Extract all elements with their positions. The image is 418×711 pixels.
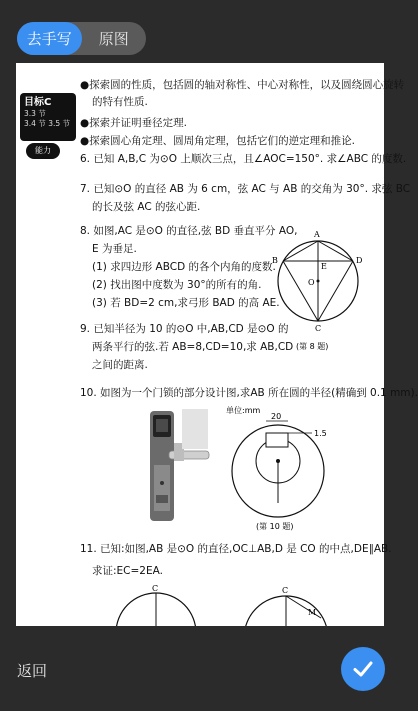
- figure-10-diagram: [226, 403, 336, 533]
- fig8-label-b: B: [272, 256, 278, 265]
- question-7a: 7. 已知⊙O 的直径 AB 为 6 cm，弦 AC 与 AB 的交角为 30°. 求弦 BC: [80, 183, 411, 195]
- question-8a: 8. 如图,AC 是⊙O 的直径,弦 BD 垂直平分 AO,: [80, 225, 298, 237]
- bottom-bar: [0, 626, 400, 711]
- remove-handwriting-tab[interactable]: 去手写: [17, 22, 82, 55]
- fig8-label-a: A: [314, 230, 320, 239]
- objective-line-1: ●探索圆的性质，包括圆的轴对称性、中心对称性，以及圆绕圆心旋转: [80, 79, 405, 91]
- question-9c: 之间的距离.: [92, 359, 148, 371]
- question-10: 10. 如图为一个门锁的部分设计图,求AB 所在圆的半径(精确到 0.1 mm).: [80, 387, 418, 399]
- question-11a: 11. 已知:如图,AB 是⊙O 的直径,OC⊥AB,D 是 CO 的中点,DE∥AB.: [80, 543, 392, 555]
- fig11b-label-c: C: [282, 586, 289, 595]
- figure-8-diagram: [268, 223, 368, 353]
- fig8-label-d: D: [356, 256, 363, 265]
- checkmark-icon: [351, 657, 375, 681]
- fig10-caption: (第 10 题): [256, 522, 294, 531]
- figure-11-diagram: [116, 583, 336, 626]
- fig8-label-o: O: [308, 278, 315, 287]
- fig8-caption: (第 8 题): [296, 342, 329, 351]
- fig10-unit: 单位:mm: [226, 406, 261, 415]
- objective-line-2: ●探索并证明垂径定理.: [80, 117, 187, 129]
- goal-sub1: 3.3 节: [24, 109, 46, 118]
- question-8b: E 为垂足.: [92, 243, 137, 255]
- question-9b: 两条平行的弦.若 AB=8,CD=10,求 AB,CD: [92, 341, 294, 353]
- ability-badge: 能力: [26, 143, 60, 159]
- fig10-width: 20: [271, 412, 282, 421]
- fig8-label-e: E: [321, 262, 327, 271]
- fig11-label-c: C: [152, 584, 159, 593]
- goal-title: 目标C: [24, 97, 52, 108]
- back-button[interactable]: 返回: [17, 662, 48, 680]
- fig11-label-m: M: [308, 608, 317, 617]
- objective-line-1b: 的特有性质.: [92, 96, 148, 108]
- question-7b: 的长及弦 AC 的弦心距.: [92, 201, 201, 213]
- document-preview: [16, 63, 418, 626]
- view-toggle[interactable]: [17, 22, 146, 55]
- objective-line-3: ●探索圆心角定理、圆周角定理，包括它们的逆定理和推论.: [80, 135, 355, 147]
- door-lock-image: [136, 403, 216, 528]
- question-9a: 9. 已知半径为 10 的⊙O 中,AB,CD 是⊙O 的: [80, 323, 289, 335]
- question-11b: 求证:EC=2EA.: [92, 565, 163, 577]
- question-8e: (3) 若 BD=2 cm,求弓形 BAD 的高 AE.: [92, 297, 280, 309]
- question-6: 6. 已知 A,B,C 为⊙O 上顺次三点，且∠AOC=150°. 求∠ABC 的度数.: [80, 153, 407, 165]
- goal-sub2: 3.4 节 3.5 节: [24, 118, 71, 128]
- goal-badge: [20, 93, 76, 141]
- original-image-tab[interactable]: 原图: [98, 30, 129, 48]
- fig8-label-c: C: [315, 324, 322, 333]
- question-8c: (1) 求四边形 ABCD 的各个内角的度数.: [92, 261, 276, 273]
- fig10-height: 1.5: [314, 429, 327, 438]
- question-8d: (2) 找出图中度数为 30°的所有的角.: [92, 279, 262, 291]
- confirm-button[interactable]: [341, 647, 385, 691]
